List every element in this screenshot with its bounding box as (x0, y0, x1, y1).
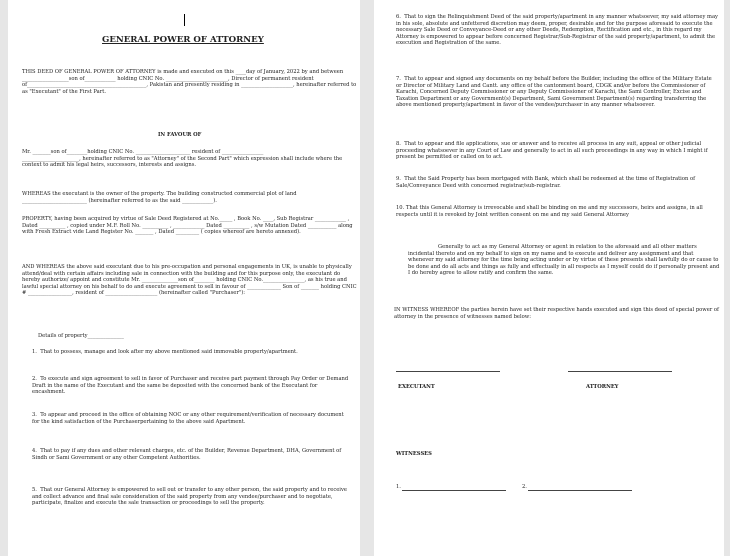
list-item: 5. That our General Attorney is empowered to sell out or transfer to any other person, the said property and to receive and collect advance and final sale consideration of the said property from any vendee/purchaser and to negotiate, participate, finalize and execute the sale transaction or proceedings to sell the property. (32, 487, 349, 507)
document-page-right (374, 0, 724, 556)
list-item: 4. That to pay if any dues and other relevant charges, etc. of the Builder, Revenue Department, DHA, Government of Sindh or Sami Government or any other Competent Authorities. (32, 448, 343, 461)
property-paragraph: PROPERTY, having been acquired by virtue of Sale Deed Registered at No._____ , Book No. ____, Sub Registrar ____________ , Dated __________ , copied under M.F. Roll No. __________ , ____________ Dated __________ , s/w Mutation Dated ___________ along with Fresh Extract vide Land Register No. _______ , Dated _________ ( copies whereof are hereto annexed). (22, 216, 355, 236)
document-title: GENERAL POWER OF ATTORNEY (102, 35, 264, 45)
generally-paragraph: Generally to act as my General Attorney or agent in relation to the aforesaid and all other matters incidental thereto and on my behalf to sign on my name and to execute and deliver any assignment and that whenever my said attorney for the time being acting under or by virtue of these presents shall lawfully do or cause to be done and do all acts and things as fully and effectually in all respects as I myself could do if personally present and I do hereby agree to allow ratify and confirm the same. (408, 244, 721, 277)
attorney-details-paragraph: Mr. _______son of________holding CNIC No. _____________________ resident of ________________ ______________________, hereinafter referred to as "Attorney" of the Second Part" which expression shall include where the context to admit his legal heirs, successors, interests and assigns. (22, 149, 343, 169)
list-item: 1. That to possess, manage and look after my above mentioned said immovable property/apartment. (32, 349, 298, 355)
whereas-owner-paragraph: WHEREAS the executant is the owner of the property. The building constructed commercial plot of land _________________________ (hereinafter referred to as the said ____________). (22, 191, 299, 204)
witness-1-line (402, 490, 506, 491)
executant-label: EXECUTANT (398, 384, 435, 390)
list-item: 7. That to appear and signed any documents on my behalf before the Builder, including the office of the Military Estate or Director of Military Land and Cantt. any office of the cantonment board, CDGK and/or before the Commissioner of Karachi, Concerned Deputy Commissioner or any Deputy Commissioner of Karachi, the Sami Controller, Excise and Taxation Department or any Government(s) Department, Sami Government Department(s) regarding transferring the above mentioned property/apartment in favor of the vendee/purchaser in any manner whatsoever. (396, 76, 714, 109)
list-item: 8. That to appear and file applications, sue or answer and to receive all process in any suit, appeal or other judicial proceeding whatsoever in any Court of Law and generally to act in all such proceedings in any way in which I might if present be permitted or called on to act. (396, 141, 710, 161)
witness-2-number: 2. (522, 484, 527, 490)
list-item: 2. To execute and sign agreement to sell in favor of Purchaser and receive part payment through Pay Order or Demand Draft in the name of the Executant and the same be deposited with the concerned bank of the Executant for encashment. (32, 376, 350, 396)
list-item: 6. That to sign the Relinquishment Deed of the said property/apartment in any manner whatsoever, my said attorney may in his sole, absolute and unfettered discretion may deem, proper, desirable and for the purpose aforesaid to execute the necessary Sale Deed or Conveyance-Deed or any other Deeds, Redemption, Rectification and etc., in this regard my Attorney is empowered to appear before concerned Registrar/Sub-Registrar of the said property/apartment, to admit the execution and Registration of the same. (396, 14, 720, 47)
witness-2-line (528, 490, 632, 491)
intro-paragraph: THIS DEED OF GENERAL POWER OF ATTORNEY is made and executed on this ____day of January, 2022 by and between __________________son of____________ holding CNIC No. ________________________, Director of permanent resident of______________________________________________, Pakistan and presently residing in ____________________, hereinafter referred to as "Executant" of the First Part. (22, 69, 357, 95)
witness-1-number: 1. (396, 484, 401, 490)
attorney-signature-line (568, 371, 672, 372)
executant-signature-line (396, 371, 500, 372)
witness-paragraph: IN WITNESS WHEREOF the parties herein have set their respective hands executed and sign this deed of special power of attorney in the presence of witnesses named below: (394, 307, 721, 320)
attorney-label: ATTORNEY (586, 384, 619, 390)
list-item: 9. That the Said Property has been mortgaged with Bank, which shall be redeemed at the time of Registration of Sale/Conveyance Deed with concerned registrar/sub-registrar. (396, 176, 697, 189)
whereas-executant-paragraph: AND WHEREAS the above said executant due to his pre-occupation and personal engagements in UK, is unable to physically attend/deal with certain affairs including sale in connection with the building and for this purpose only, the executant do hereby authorize/ appoint and constitute Mr. ______________son of________ holding CNIC No.________________, as his true and lawful special attorney on his behalf to do and execute agreement to sell in favour of _____________ Son of _______ holding CNIC # _________________, resident of ____________________ (hereinafter called "Purchaser"): (22, 264, 359, 297)
list-item: 10. That this General Attorney is irrevocable and shall be binding on me and my successors, heirs and assigns, in all respects until it is revoked by Joint written consent on me and my said General Attorney (396, 205, 705, 218)
document-page-left (8, 0, 360, 556)
in-favour-heading: IN FAVOUR OF (158, 132, 202, 138)
witnesses-heading: WITNESSES (396, 451, 432, 457)
list-item: 3. To appear and proceed in the office of obtaining NOC or any other requirement/verification of necessary document for the kind satisfaction of the Purchaserpertaining to the above said Apartment. (32, 412, 346, 425)
text-cursor (184, 14, 185, 26)
details-of-property: Details of property______________ (38, 333, 124, 339)
